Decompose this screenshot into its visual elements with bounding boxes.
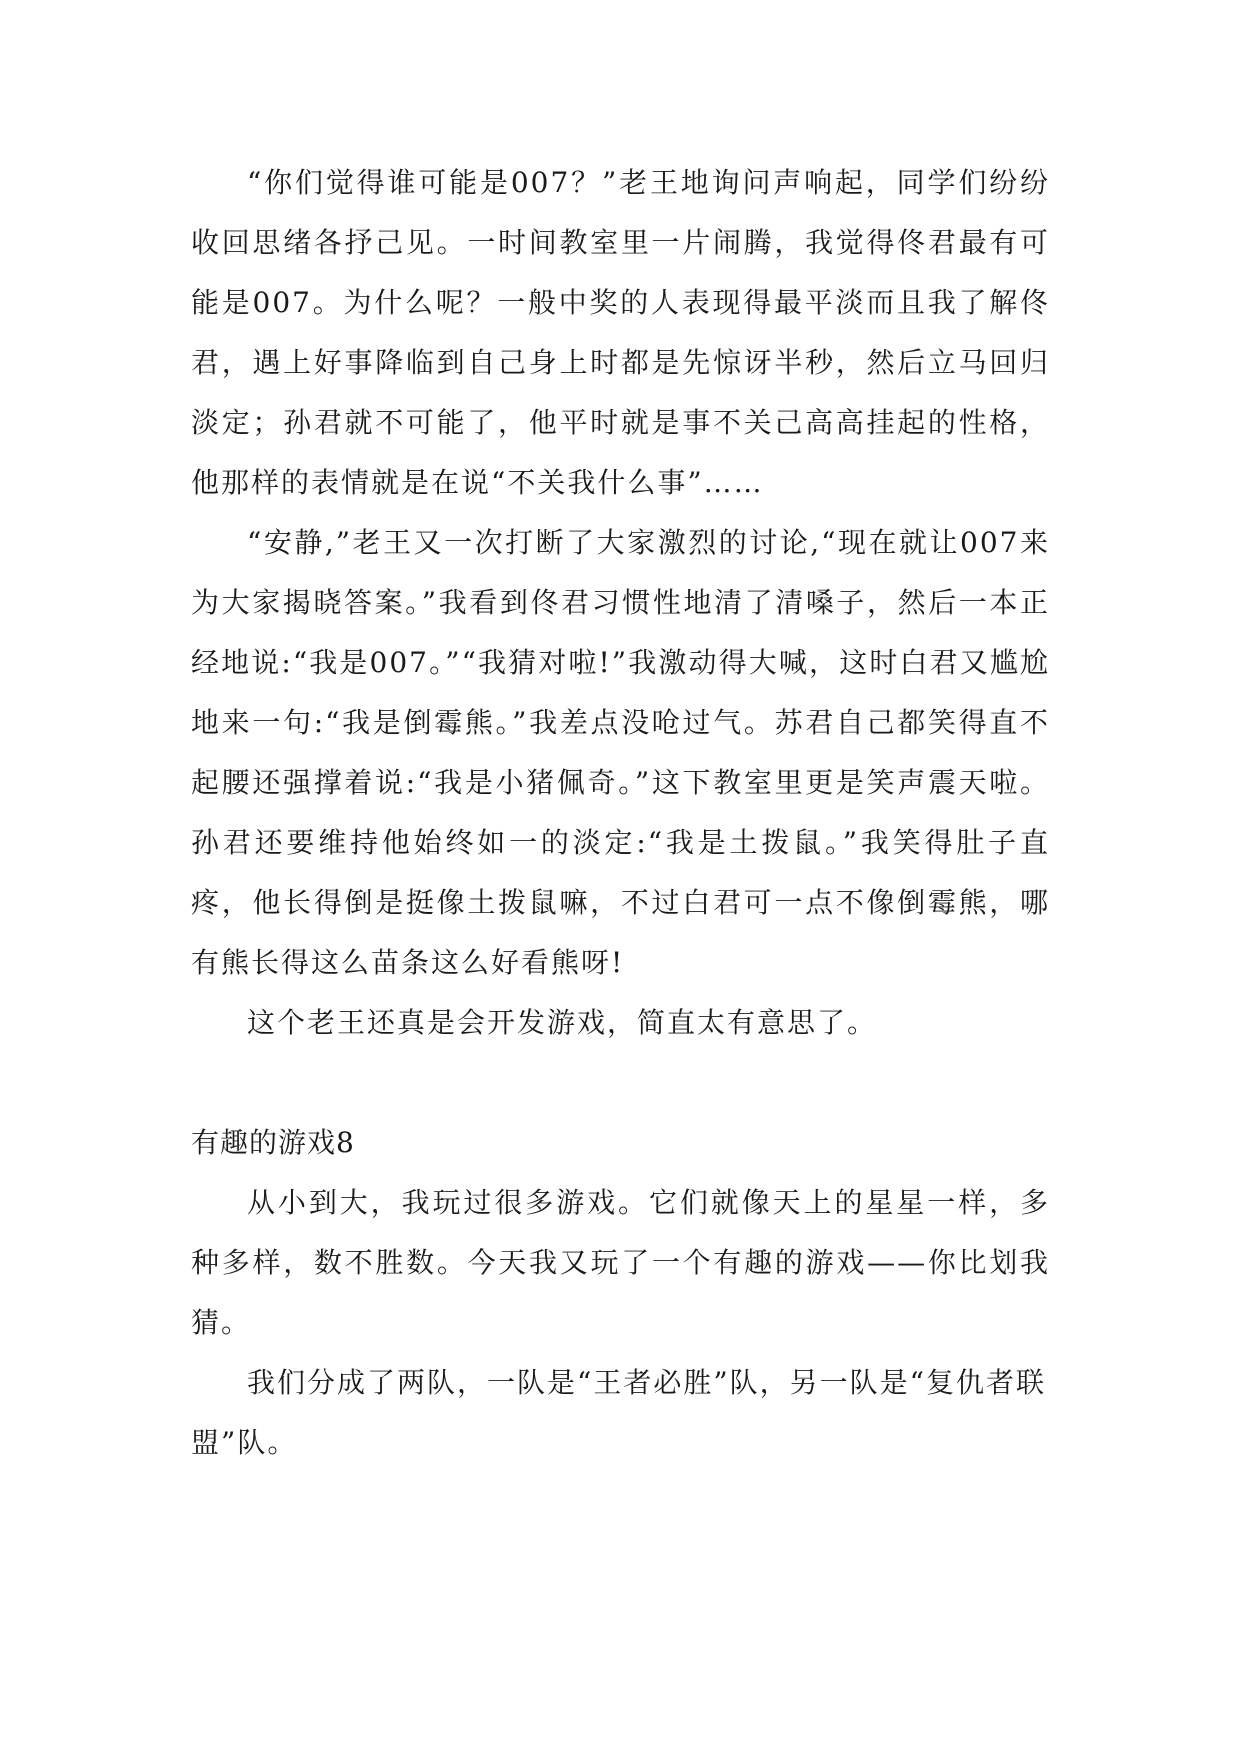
paragraph-intro-game: 从小到大，我玩过很多游戏。它们就像天上的星星一样，多种多样，数不胜数。今天我又玩了一个有趣的游戏——你比划我猜。	[191, 1186, 1050, 1339]
section-heading: 有趣的游戏8	[191, 1126, 355, 1159]
paragraph-conclusion: 这个老王还真是会开发游戏，简直太有意思了。	[247, 1006, 878, 1039]
document-body	[191, 153, 1050, 1473]
paragraph-teams: 我们分成了两队，一队是“王者必胜”队，另一队是“复仇者联盟”队。	[191, 1366, 1046, 1459]
paragraph-guess-007: “你们觉得谁可能是007？”老王地询问声响起，同学们纷纷收回思绪各抒己见。一时间教室里一片闹腾，我觉得佟君最有可能是007。为什么呢？一般中奖的人表现得最平淡而且我了解佟君，遇上好事降临到自己身上时都是先惊讶半秒，然后立马回归淡定；孙君就不可能了，他平时就是事不关己高高挂起的性格，他那样的表情就是在说“不关我什么事”……	[191, 166, 1050, 499]
paragraph-reveal-answer: “安静,”老王又一次打断了大家激烈的讨论,“现在就让007来为大家揭晓答案。”我看到佟君习惯性地清了清嗓子，然后一本正经地说:“我是007。”“我猜对啦!”我激动得大喊，这时白君又尴尬地来一句:“我是倒霉熊。”我差点没呛过气。苏君自己都笑得直不起腰还强撑着说:“我是小猪佩奇。”这下教室里更是笑声震天啦。孙君还要维持他始终如一的淡定:“我是土拨鼠。”我笑得肚子直疼，他长得倒是挺像土拨鼠嘛，不过白君可一点不像倒霉熊，哪有熊长得这么苗条这么好看熊呀!	[191, 526, 1050, 979]
